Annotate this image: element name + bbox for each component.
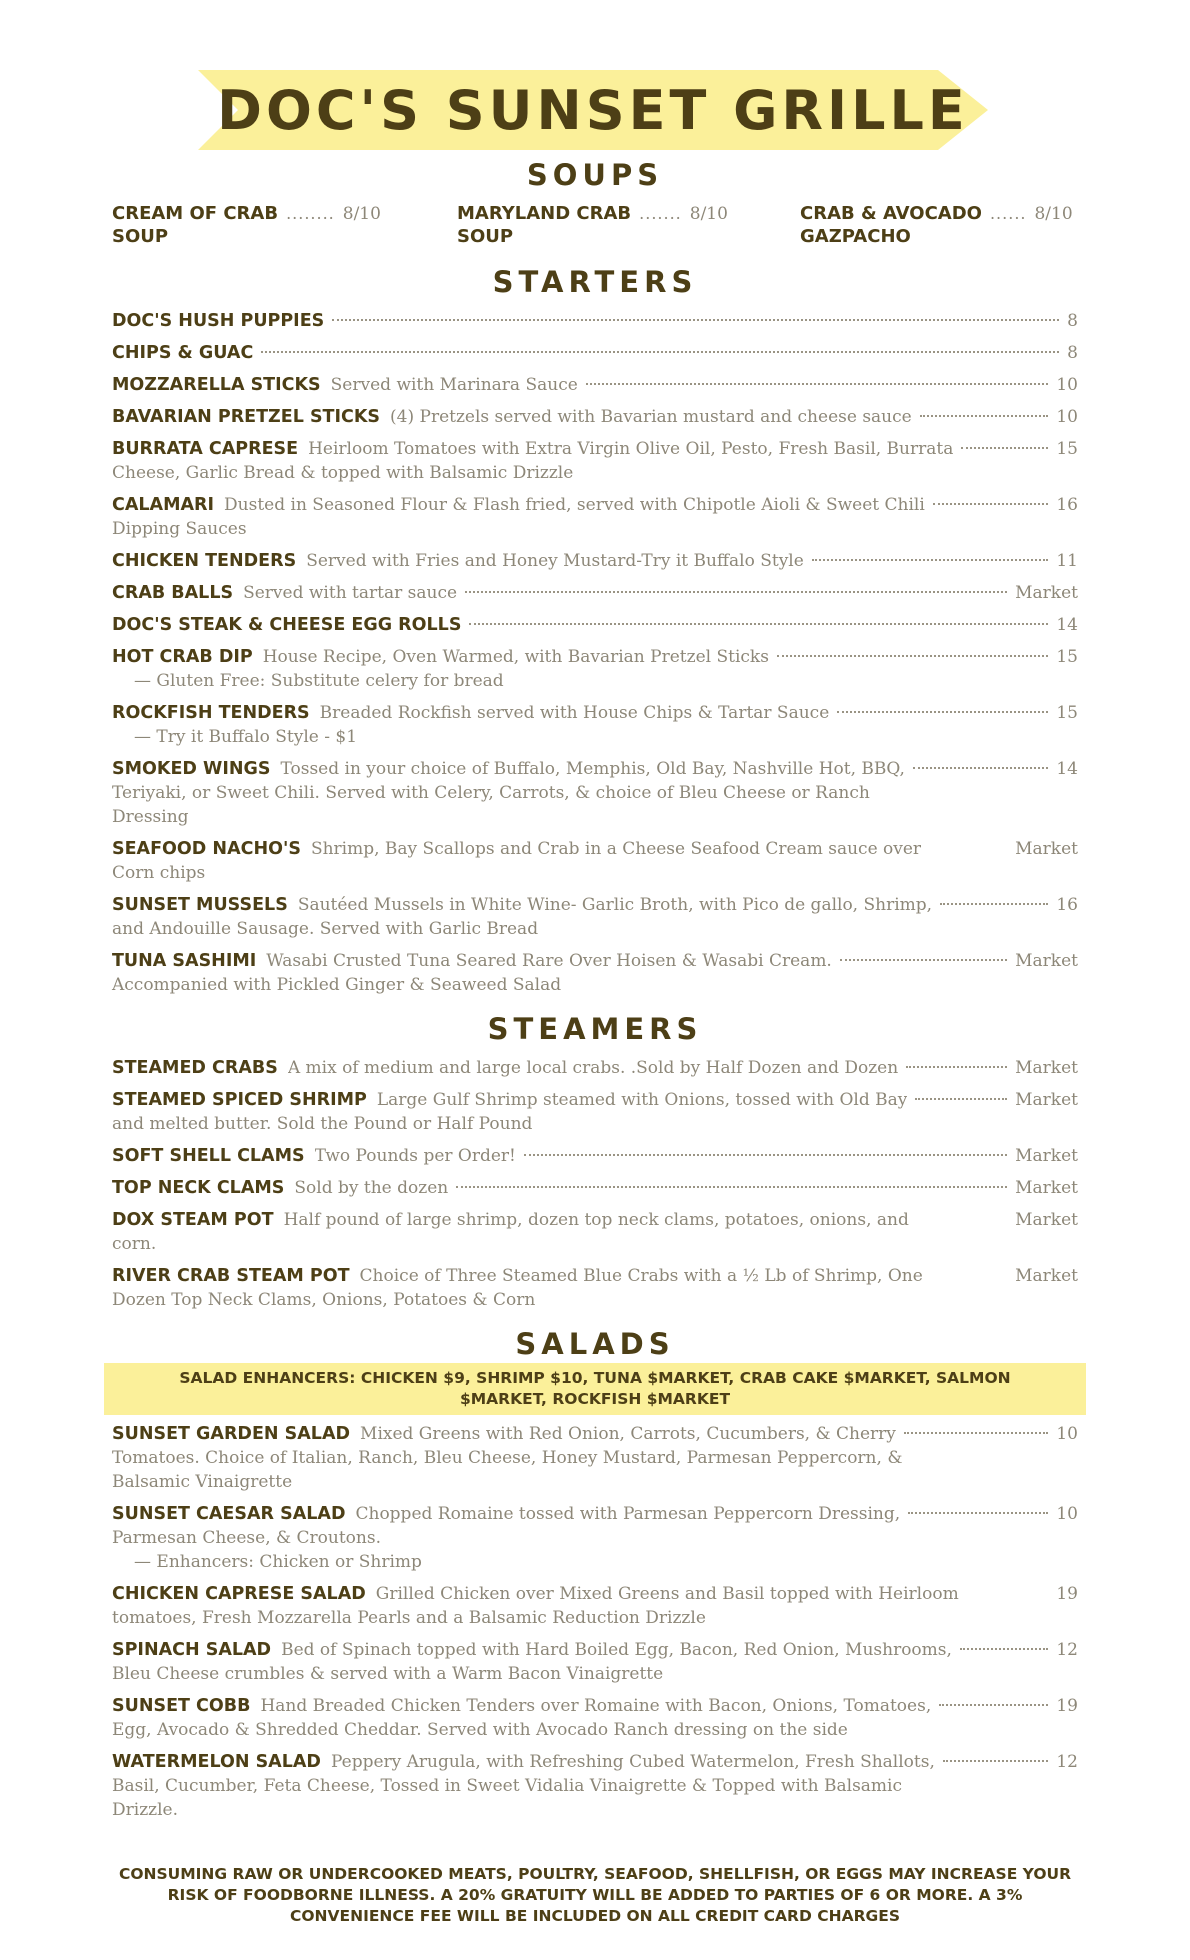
menu-item bbox=[112, 949, 1078, 997]
menu-item-name: SOFT SHELL CLAMS bbox=[112, 1146, 305, 1166]
dot-leader bbox=[920, 415, 1049, 417]
menu-item-description-cont: Balsamic Vinaigrette bbox=[112, 1472, 293, 1492]
menu-item bbox=[112, 837, 1078, 885]
menu-item-line bbox=[112, 1750, 1078, 1774]
dot-leader bbox=[961, 447, 1048, 449]
menu-item-name: ROCKFISH TENDERS bbox=[112, 703, 310, 723]
menu-item-price: 19 bbox=[1056, 1584, 1078, 1604]
menu-item-line bbox=[112, 837, 1078, 861]
dot-leader bbox=[933, 503, 1049, 505]
menu-item-name: SUNSET GARDEN SALAD bbox=[112, 1424, 351, 1444]
menu-item-name: CHICKEN CAPRESE SALAD bbox=[112, 1584, 366, 1604]
menu-item-name: CHICKEN TENDERS bbox=[112, 551, 297, 571]
menu-item bbox=[112, 1422, 1078, 1494]
soup-name-line2: SOUP bbox=[112, 226, 169, 247]
menu-item-description: Peppery Arugula, with Refreshing Cubed Watermelon, Fresh Shallots, bbox=[330, 1752, 935, 1772]
menu-item bbox=[112, 1502, 1078, 1574]
menu-item bbox=[112, 893, 1078, 941]
menu-item-price: 16 bbox=[1056, 495, 1078, 515]
dot-leader bbox=[586, 383, 1049, 385]
menu-item-description-cont: and Andouille Sausage. Served with Garlic Bread bbox=[112, 919, 539, 939]
menu-item-description-cont: Basil, Cucumber, Feta Cheese, Tossed in Sweet Vidalia Vinaigrette & Topped with Balsamic bbox=[112, 1776, 903, 1796]
dot-leader bbox=[906, 1066, 1007, 1068]
menu-item-name: SPINACH SALAD bbox=[112, 1640, 272, 1660]
menu-item bbox=[112, 1176, 1078, 1200]
menu-item-line bbox=[112, 757, 1078, 781]
soup-name: CREAM OF CRAB bbox=[112, 203, 279, 224]
dot-leader bbox=[940, 903, 1048, 905]
menu-item-line bbox=[112, 645, 1078, 669]
menu-item-name: BURRATA CAPRESE bbox=[112, 439, 299, 459]
menu-item-line bbox=[112, 1638, 1078, 1662]
menu-item-line bbox=[112, 701, 1078, 725]
menu-item-description-cont: Dipping Sauces bbox=[112, 519, 247, 539]
menu-item bbox=[112, 309, 1078, 333]
menu-item-name: TOP NECK CLAMS bbox=[112, 1178, 285, 1198]
menu-item-price: 14 bbox=[1056, 615, 1078, 635]
menu-item bbox=[112, 757, 1078, 829]
menu-item-price: 10 bbox=[1056, 407, 1078, 427]
menu-item-description-cont: Corn chips bbox=[112, 863, 206, 883]
menu-item-line bbox=[112, 1582, 1078, 1606]
soup-item bbox=[457, 203, 757, 247]
dot-leader bbox=[812, 559, 1049, 561]
menu-item-name: SMOKED WINGS bbox=[112, 759, 271, 779]
menu-item-name: HOT CRAB DIP bbox=[112, 647, 253, 667]
menu-item-price: Market bbox=[1015, 583, 1078, 603]
menu-item-name: SUNSET CAESAR SALAD bbox=[112, 1504, 346, 1524]
dot-leader bbox=[332, 319, 1059, 321]
menu-item-line bbox=[112, 1176, 1078, 1200]
menu-item bbox=[112, 1144, 1078, 1168]
menu-item-price: 12 bbox=[1056, 1640, 1078, 1660]
menu-item-price: 15 bbox=[1056, 439, 1078, 459]
menu-item-price: 12 bbox=[1056, 1752, 1078, 1772]
menu-item-name: RIVER CRAB STEAM POT bbox=[112, 1266, 350, 1286]
menu-item-description: Served with tartar sauce bbox=[243, 583, 458, 603]
menu-item-description: Hand Breaded Chicken Tenders over Romaine with Bacon, Onions, Tomatoes, bbox=[260, 1696, 932, 1716]
menu-item bbox=[112, 701, 1078, 749]
menu-item-description: House Recipe, Oven Warmed, with Bavarian Pretzel Sticks bbox=[262, 647, 769, 667]
menu-item bbox=[112, 493, 1078, 541]
menu-item-price: 19 bbox=[1056, 1696, 1078, 1716]
menu-item-description-cont: Tomatoes. Choice of Italian, Ranch, Bleu Cheese, Honey Mustard, Parmesan Peppercorn, & bbox=[112, 1448, 903, 1468]
menu-item-price: Market bbox=[1015, 1178, 1078, 1198]
menu-item-name: SUNSET COBB bbox=[112, 1696, 251, 1716]
dot-leader bbox=[908, 1512, 1048, 1514]
menu-item-description-cont: Bleu Cheese crumbles & served with a Warm Bacon Vinaigrette bbox=[112, 1664, 664, 1684]
menu-item-description: Half pound of large shrimp, dozen top neck clams, potatoes, onions, and bbox=[283, 1210, 909, 1230]
menu-item-price: 16 bbox=[1056, 895, 1078, 915]
menu-item-description-cont: Egg, Avocado & Shredded Cheddar. Served with Avocado Ranch dressing on the side bbox=[112, 1720, 848, 1740]
menu-item-line bbox=[112, 613, 1078, 637]
section-heading-steamers: STEAMERS bbox=[487, 1012, 703, 1046]
menu-item-note: — Enhancers: Chicken or Shrimp bbox=[134, 1552, 422, 1572]
dot-leader: ........ bbox=[286, 204, 335, 223]
menu-item-line bbox=[112, 493, 1078, 517]
menu-item-price: 8 bbox=[1067, 311, 1078, 331]
menu-item-description-cont: Dozen Top Neck Clams, Onions, Potatoes & Corn bbox=[112, 1290, 536, 1310]
menu-item-note: — Gluten Free: Substitute celery for bread bbox=[134, 671, 504, 691]
menu-item-description-cont: Dressing bbox=[112, 807, 189, 827]
menu-item-price: Market bbox=[1015, 951, 1078, 971]
dot-leader bbox=[943, 1760, 1048, 1762]
menu-item bbox=[112, 437, 1078, 485]
menu-item-line bbox=[112, 581, 1078, 605]
menu-item-line bbox=[112, 549, 1078, 573]
dot-leader bbox=[465, 591, 1007, 593]
menu-item-line bbox=[112, 437, 1078, 461]
soup-price: 8/10 bbox=[689, 204, 728, 224]
menu-item-description: Sautéed Mussels in White Wine- Garlic Broth, with Pico de gallo, Shrimp, bbox=[297, 895, 933, 915]
menu-item-name: DOC'S HUSH PUPPIES bbox=[112, 311, 325, 331]
menu-item bbox=[112, 405, 1078, 429]
menu-item-description: Served with Marinara Sauce bbox=[330, 375, 578, 395]
soup-price: 8/10 bbox=[1034, 204, 1073, 224]
dot-leader bbox=[939, 1704, 1048, 1706]
menu-item-description: Chopped Romaine tossed with Parmesan Peppercorn Dressing, bbox=[355, 1504, 901, 1524]
menu-item-description-cont: Parmesan Cheese, & Croutons. bbox=[112, 1528, 381, 1548]
dot-leader bbox=[840, 959, 1007, 961]
soup-name: CRAB & AVOCADO bbox=[800, 203, 982, 224]
menu-item-name: TUNA SASHIMI bbox=[112, 951, 257, 971]
menu-item-name: SUNSET MUSSELS bbox=[112, 895, 288, 915]
menu-item-name: DOC'S STEAK & CHEESE EGG ROLLS bbox=[112, 615, 462, 635]
menu-item-name: SEAFOOD NACHO'S bbox=[112, 839, 301, 859]
menu-item-description: Grilled Chicken over Mixed Greens and Basil topped with Heirloom bbox=[375, 1584, 959, 1604]
menu-item-line bbox=[112, 405, 1078, 429]
menu-item-name: MOZZARELLA STICKS bbox=[112, 375, 321, 395]
dot-leader bbox=[960, 1648, 1048, 1650]
menu-item-description: Two Pounds per Order! bbox=[314, 1146, 516, 1166]
menu-item bbox=[112, 1264, 1078, 1312]
menu-item-description: Served with Fries and Honey Mustard-Try it Buffalo Style bbox=[306, 551, 804, 571]
menu-item bbox=[112, 373, 1078, 397]
menu-item-line bbox=[112, 1264, 1078, 1288]
menu-item-line bbox=[112, 1422, 1078, 1446]
menu-item bbox=[112, 1750, 1078, 1822]
menu-item bbox=[112, 581, 1078, 605]
section-heading-starters: STARTERS bbox=[492, 265, 698, 299]
menu-item-price: 14 bbox=[1056, 759, 1078, 779]
menu-item-line bbox=[112, 1056, 1078, 1080]
menu-item-description-cont: Accompanied with Pickled Ginger & Seaweed Salad bbox=[112, 975, 562, 995]
dot-leader bbox=[915, 1098, 1007, 1100]
menu-item bbox=[112, 341, 1078, 365]
soup-name-line2: SOUP bbox=[457, 226, 514, 247]
menu-item-description: Wasabi Crusted Tuna Seared Rare Over Hoisen & Wasabi Cream. bbox=[266, 951, 832, 971]
menu-item-description: Shrimp, Bay Scallops and Crab in a Cheese Seafood Cream sauce over bbox=[310, 839, 922, 859]
menu-item-note: — Try it Buffalo Style - $1 bbox=[134, 727, 358, 747]
menu-item-name: DOX STEAM POT bbox=[112, 1210, 274, 1230]
menu-item-name: STEAMED SPICED SHRIMP bbox=[112, 1090, 367, 1110]
section-heading-soups: SOUPS bbox=[526, 158, 664, 192]
menu-item-line bbox=[112, 1088, 1078, 1112]
menu-item-description-cont: and melted butter. Sold the Pound or Half Pound bbox=[112, 1114, 533, 1134]
menu-item-description: Sold by the dozen bbox=[294, 1178, 449, 1198]
menu-item bbox=[112, 1208, 1078, 1256]
menu-item-price: 10 bbox=[1056, 1504, 1078, 1524]
menu-item-price: 11 bbox=[1056, 551, 1078, 571]
menu-item-price: 15 bbox=[1056, 703, 1078, 723]
menu-item-name: BAVARIAN PRETZEL STICKS bbox=[112, 407, 381, 427]
menu-item bbox=[112, 1638, 1078, 1686]
menu-item bbox=[112, 1088, 1078, 1136]
dot-leader: ....... bbox=[639, 204, 682, 223]
menu-item-description: Breaded Rockfish served with House Chips & Tartar Sauce bbox=[319, 703, 830, 723]
menu-item-line bbox=[112, 1208, 1078, 1232]
dot-leader bbox=[837, 711, 1048, 713]
soup-price: 8/10 bbox=[342, 204, 381, 224]
menu-item-description: A mix of medium and large local crabs. .Sold by Half Dozen and Dozen bbox=[287, 1058, 899, 1078]
restaurant-title: DOC'S SUNSET GRILLE bbox=[217, 78, 969, 142]
menu-item-description-cont: Cheese, Garlic Bread & topped with Balsamic Drizzle bbox=[112, 463, 574, 483]
salad-enhancers-banner: SALAD ENHANCERS: CHICKEN $9, SHRIMP $10, TUNA $MARKET, CRAB CAKE $MARKET, SALMON $MARKET, ROCKFISH $MARKET bbox=[104, 1363, 1086, 1415]
dot-leader bbox=[456, 1186, 1007, 1188]
salads-list bbox=[112, 1422, 1078, 1830]
dot-leader bbox=[261, 351, 1059, 353]
menu-item-price: Market bbox=[1015, 1210, 1078, 1230]
menu-item-description: Mixed Greens with Red Onion, Carrots, Cucumbers, & Cherry bbox=[360, 1424, 896, 1444]
menu-item bbox=[112, 1056, 1078, 1080]
menu-item-price: Market bbox=[1015, 839, 1078, 859]
menu-item-price: Market bbox=[1015, 1058, 1078, 1078]
menu-item bbox=[112, 613, 1078, 637]
menu-item-price: 15 bbox=[1056, 647, 1078, 667]
menu-item-name: WATERMELON SALAD bbox=[112, 1752, 321, 1772]
menu-item-price: Market bbox=[1015, 1266, 1078, 1286]
menu-item-description-cont: corn. bbox=[112, 1234, 157, 1254]
dot-leader bbox=[469, 623, 1048, 625]
dot-leader bbox=[524, 1154, 1007, 1156]
menu-item bbox=[112, 1582, 1078, 1630]
menu-item-name: CALAMARI bbox=[112, 495, 215, 515]
dot-leader bbox=[904, 1432, 1048, 1434]
soup-name-line2: GAZPACHO bbox=[800, 226, 911, 247]
menu-item-description-cont: tomatoes, Fresh Mozzarella Pearls and a Balsamic Reduction Drizzle bbox=[112, 1608, 706, 1628]
soup-item bbox=[112, 203, 412, 247]
menu-item-price: 10 bbox=[1056, 375, 1078, 395]
menu-item-line bbox=[112, 949, 1078, 973]
menu-item-line bbox=[112, 1502, 1078, 1526]
menu-item-price: 8 bbox=[1067, 343, 1078, 363]
dot-leader bbox=[777, 655, 1048, 657]
menu-item-description: Heirloom Tomatoes with Extra Virgin Olive Oil, Pesto, Fresh Basil, Burrata bbox=[308, 439, 954, 459]
dot-leader bbox=[913, 767, 1048, 769]
menu-item-name: CRAB BALLS bbox=[112, 583, 234, 603]
menu-item-name: STEAMED CRABS bbox=[112, 1058, 278, 1078]
menu-item bbox=[112, 1694, 1078, 1742]
menu-item-price: 10 bbox=[1056, 1424, 1078, 1444]
menu-item-description: Dusted in Seasoned Flour & Flash fried, served with Chipotle Aioli & Sweet Chili bbox=[224, 495, 925, 515]
menu-item-description-cont: Drizzle. bbox=[112, 1800, 179, 1820]
menu-item-line bbox=[112, 373, 1078, 397]
menu-item-line bbox=[112, 309, 1078, 333]
menu-item-line bbox=[112, 1144, 1078, 1168]
menu-item-description: Choice of Three Steamed Blue Crabs with a ½ Lb of Shrimp, One bbox=[359, 1266, 923, 1286]
soup-name: MARYLAND CRAB bbox=[457, 203, 632, 224]
menu-item bbox=[112, 645, 1078, 693]
menu-item-price: Market bbox=[1015, 1090, 1078, 1110]
menu-item-line bbox=[112, 893, 1078, 917]
title-banner bbox=[198, 70, 988, 150]
soups-list bbox=[112, 203, 1078, 253]
soup-item bbox=[800, 203, 1100, 247]
starters-list bbox=[112, 309, 1078, 1005]
footer-disclaimer: CONSUMING RAW OR UNDERCOOKED MEATS, POULTRY, SEAFOOD, SHELLFISH, OR EGGS MAY INCREASE YOUR RISK OF FOODBORNE ILLNESS. A 20% GRATUITY WILL BE ADDED TO PARTIES OF 6 OR MORE. A 3% CONVENIENCE FEE WILL BE INCLUDED ON ALL CREDIT CARD CHARGES bbox=[118, 1865, 1072, 1925]
section-heading-salads: SALADS bbox=[515, 1327, 675, 1361]
menu-item-line bbox=[112, 341, 1078, 365]
menu-item-line bbox=[112, 1694, 1078, 1718]
menu-item-description: Tossed in your choice of Buffalo, Memphis, Old Bay, Nashville Hot, BBQ, bbox=[280, 759, 905, 779]
menu-item-description: (4) Pretzels served with Bavarian mustard and cheese sauce bbox=[390, 407, 912, 427]
steamers-list bbox=[112, 1056, 1078, 1320]
menu-item-price: Market bbox=[1015, 1146, 1078, 1166]
menu-item bbox=[112, 549, 1078, 573]
menu-item-description: Large Gulf Shrimp steamed with Onions, tossed with Old Bay bbox=[376, 1090, 908, 1110]
menu-item-description: Bed of Spinach topped with Hard Boiled Egg, Bacon, Red Onion, Mushrooms, bbox=[281, 1640, 952, 1660]
menu-item-name: CHIPS & GUAC bbox=[112, 343, 254, 363]
dot-leader: ...... bbox=[989, 204, 1027, 223]
menu-item-description-cont: Teriyaki, or Sweet Chili. Served with Celery, Carrots, & choice of Bleu Cheese or Ranch bbox=[112, 783, 870, 803]
